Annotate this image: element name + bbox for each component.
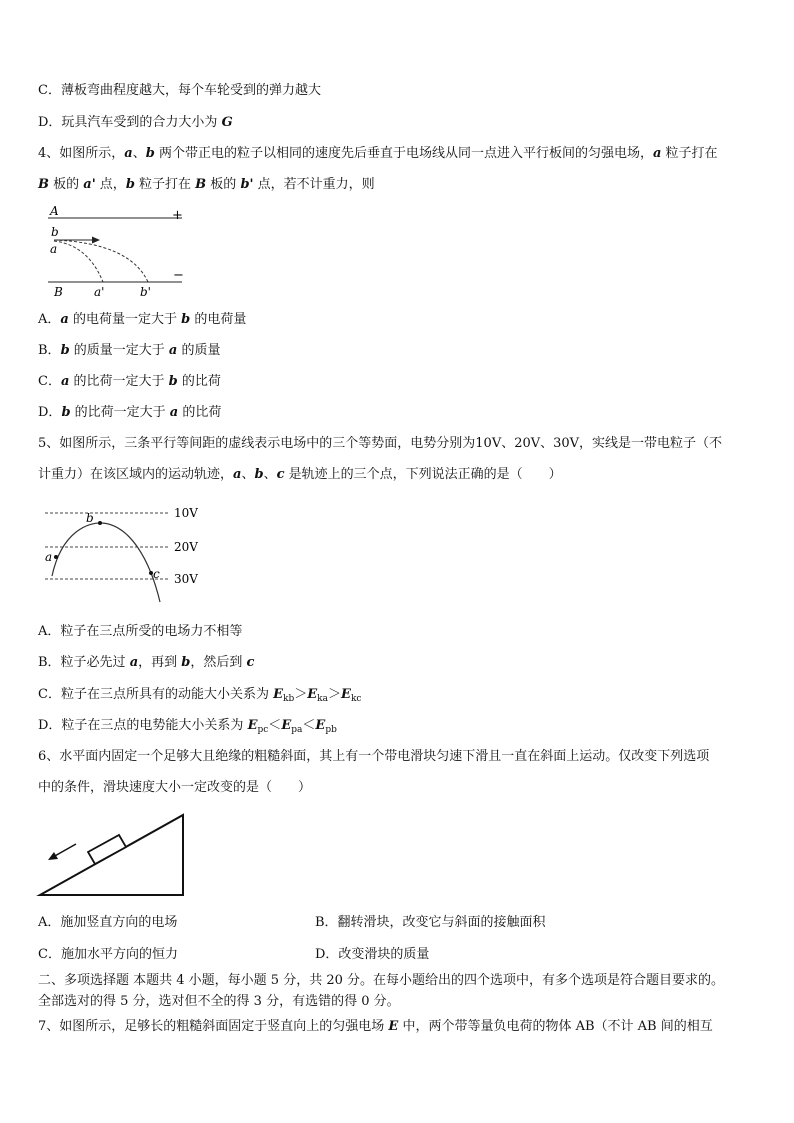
opt-var: a: [169, 405, 179, 420]
trajectory-curve: [52, 523, 160, 602]
relation-sign: ＜: [268, 718, 282, 733]
relation-sign: ＞: [328, 687, 342, 702]
q4-parallel-plate-figure: [40, 203, 190, 301]
q4-var: a': [83, 177, 96, 192]
q5-option-a: A．粒子在三点所受的电场力不相等: [38, 624, 243, 639]
opt-var: b: [60, 343, 70, 358]
q6-option-a: A．施加竖直方向的电场: [38, 915, 178, 930]
opt-var: b: [168, 374, 178, 389]
q4-var: B: [195, 177, 207, 192]
q4-text: 板的: [49, 177, 84, 192]
q7-text: 7、如图所示，足够长的粗糙斜面固定于竖直向上的匀强电场: [38, 1019, 389, 1034]
q4-var: a: [124, 146, 133, 161]
opt-text: A．: [38, 312, 61, 327]
q5-var: a: [233, 467, 242, 482]
q4-text: 点，: [95, 177, 126, 192]
slider-block: [88, 835, 126, 864]
q3-option-d-var: G: [221, 115, 233, 130]
q4-text: 4、如图所示，: [38, 146, 125, 161]
q3-option-d-text: D．玩具汽车受到的合力大小为: [38, 115, 222, 130]
plate-b-label: B: [54, 285, 63, 299]
opt-var: b: [61, 405, 71, 420]
opt-text: B．粒子必先过: [38, 655, 130, 670]
opt-var: a: [168, 343, 178, 358]
arrow-head: [92, 237, 100, 244]
opt-var: c: [246, 655, 255, 670]
label-10v: 10V: [174, 506, 198, 520]
opt-var: b: [181, 312, 191, 327]
point-c-label: c: [153, 567, 160, 581]
q5-text: 、: [263, 467, 277, 482]
q5-option-d: [38, 717, 337, 739]
energy-subscript: pa: [291, 725, 303, 735]
q4-var: b: [145, 146, 155, 161]
plate-a-label: A: [50, 204, 59, 218]
particle-a-label: a: [50, 242, 58, 256]
q4-stem-line2: [38, 176, 375, 194]
q6-option-d: D．改变滑块的质量: [315, 947, 430, 962]
motion-arrow-head: [48, 852, 58, 860]
energy-symbol: E: [247, 718, 258, 733]
section2-heading-line1: 二、多项选择题 本题共 4 小题，每小题 5 分，共 20 分。在每小题给出的四个选项中，有多个选项是符合题目要求的。: [38, 973, 725, 988]
opt-var: a: [129, 655, 139, 670]
opt-text: 的比荷一定大于: [70, 405, 170, 420]
q3-option-c: C．薄板弯曲程度越大，每个车轮受到的弹力越大: [38, 83, 321, 98]
q4-option-c: [38, 373, 221, 391]
q7-text: 中，两个带等量负电荷的物体 AB（不计 AB 间的相互: [398, 1019, 713, 1034]
q7-stem-line1: [38, 1018, 713, 1036]
q4-text: 粒子打在: [134, 177, 196, 192]
opt-text: C．粒子在三点所具有的动能大小关系为: [38, 687, 274, 702]
point-b-prime-label: b': [140, 285, 151, 299]
q4-text: 点，若不计重力，则: [253, 177, 375, 192]
energy-symbol: E: [281, 718, 292, 733]
q4-var: B: [38, 177, 49, 192]
relation-sign: ＞: [294, 687, 308, 702]
q4-var: b': [240, 177, 254, 192]
opt-text: ，再到: [138, 655, 182, 670]
label-20v: 20V: [174, 540, 198, 554]
opt-text: 的电荷量一定大于: [68, 312, 182, 327]
point-b-label: b: [86, 511, 94, 525]
opt-var: b: [181, 655, 191, 670]
q5-stem-line2: [38, 466, 562, 484]
opt-text: 的质量: [177, 343, 221, 358]
q6-option-c: C．施加水平方向的恒力: [38, 947, 178, 962]
q5-text: 是轨迹上的三个点，下列说法正确的是（ ）: [284, 467, 562, 482]
particle-b-label: b: [51, 225, 59, 239]
q4-text: 、: [132, 146, 146, 161]
energy-subscript: kc: [350, 694, 362, 704]
q6-incline-figure: [36, 812, 191, 898]
opt-text: B．: [38, 343, 61, 358]
q3-option-d: [38, 114, 233, 132]
q5-text: 计重力）在该区域内的运动轨迹，: [38, 467, 234, 482]
trajectory-b: [54, 240, 148, 282]
relation-sign: ＜: [302, 718, 316, 733]
q7-var: E: [388, 1019, 399, 1034]
label-30v: 30V: [174, 572, 198, 586]
minus-sign: −: [173, 268, 184, 283]
energy-symbol: E: [315, 718, 326, 733]
point-a-prime-label: a': [94, 285, 105, 299]
energy-subscript: pc: [257, 725, 269, 735]
q4-text: 板的: [206, 177, 241, 192]
energy-symbol: E: [273, 687, 284, 702]
q4-text: 两个带正电的粒子以相同的速度先后垂直于电场线从同一点进入平行板间的匀强电场，: [154, 146, 653, 161]
trajectory-a: [54, 241, 103, 282]
section2-heading-line2: 全部选对的得 5 分，选对但不全的得 3 分，有选错的得 0 分。: [38, 994, 400, 1009]
opt-text: C．: [38, 374, 61, 389]
q6-stem-line1: 6、水平面内固定一个足够大且绝缘的粗糙斜面，其上有一个带电滑块匀速下滑且一直在斜面上运动。仅改变下列选项: [38, 749, 710, 764]
q6-stem-line2: 中的条件，滑块速度大小一定改变的是（ ）: [38, 780, 312, 795]
q4-var: b: [125, 177, 135, 192]
q6-option-b: B．翻转滑块，改变它与斜面的接触面积: [315, 915, 546, 930]
energy-subscript: kb: [283, 694, 295, 704]
opt-text: D．: [38, 405, 62, 420]
point-a-label: a: [45, 550, 53, 564]
energy-subscript: ka: [317, 694, 328, 704]
q4-var: a: [652, 146, 662, 161]
q4-text: 粒子打在: [661, 146, 718, 161]
point-b: [98, 521, 102, 525]
opt-var: a: [60, 374, 70, 389]
plus-sign: +: [172, 208, 183, 223]
motion-arrow: [53, 844, 76, 857]
opt-text: ，然后到: [190, 655, 247, 670]
opt-text: 的电荷量: [190, 312, 247, 327]
energy-symbol: E: [307, 687, 318, 702]
q4-option-a: [38, 311, 246, 329]
opt-text: 的比荷: [177, 374, 221, 389]
q5-var: b: [254, 467, 264, 482]
q5-option-b: [38, 654, 254, 672]
energy-symbol: E: [341, 687, 351, 702]
opt-text: 的比荷一定大于: [69, 374, 169, 389]
q5-stem-line1: 5、如图所示，三条平行等间距的虚线表示电场中的三个等势面，电势分别为10V、20V、30V，实线是一带电粒子（不: [38, 436, 723, 451]
q5-option-c: [38, 686, 361, 708]
q5-var: c: [276, 467, 285, 482]
q4-stem-line1: [38, 145, 718, 163]
opt-text: 的质量一定大于: [69, 343, 169, 358]
q5-equipotential-figure: [40, 500, 220, 608]
q4-option-d: [38, 404, 221, 422]
q5-text: 、: [241, 467, 255, 482]
point-a: [54, 555, 58, 559]
energy-subscript: pb: [325, 725, 337, 735]
opt-var: a: [60, 312, 69, 327]
q4-option-b: [38, 342, 221, 360]
opt-text: D．粒子在三点的电势能大小关系为: [38, 718, 248, 733]
opt-text: 的比荷: [178, 405, 222, 420]
